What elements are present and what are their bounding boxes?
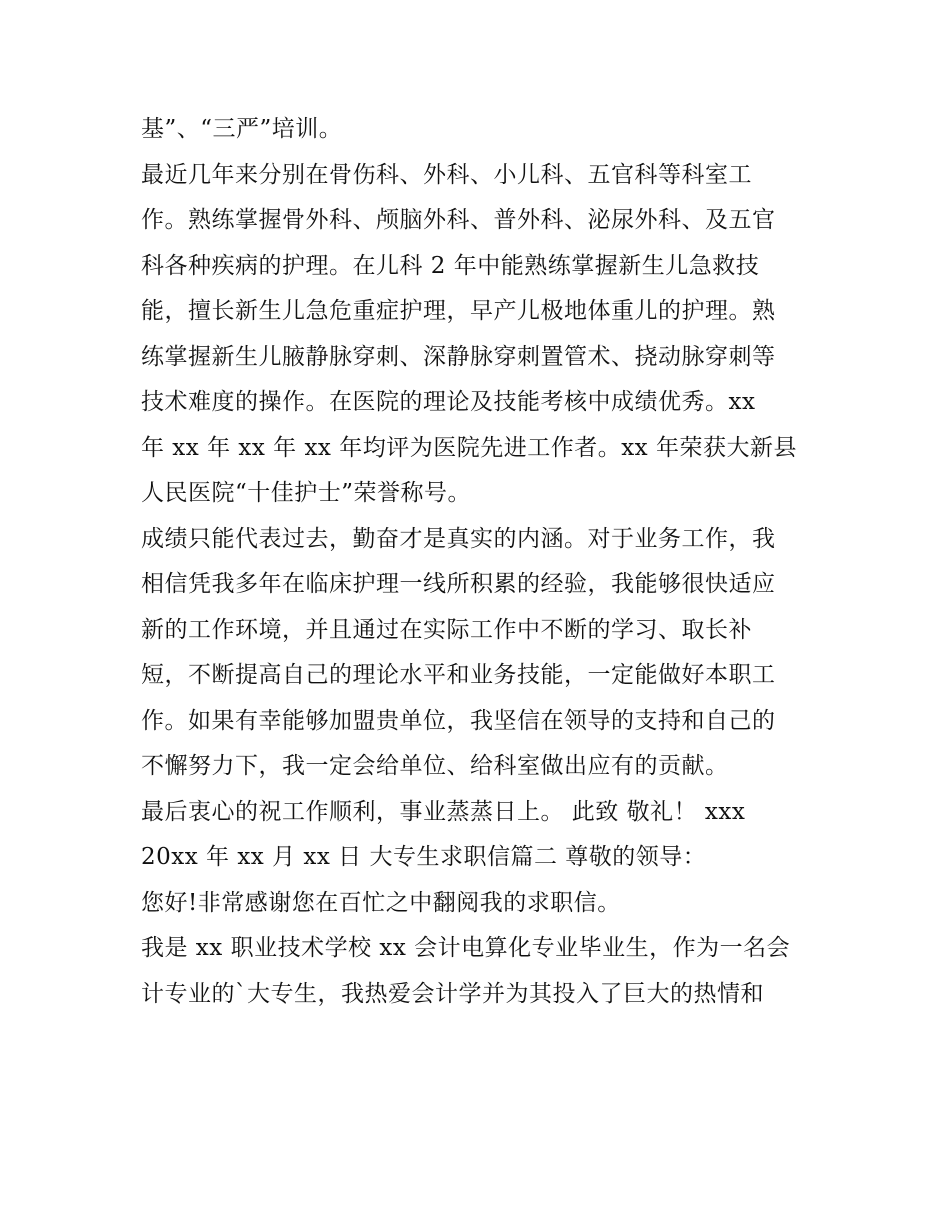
text-line: 新的工作环境，并且通过在实际工作中不断的学习、取长补 <box>141 616 752 643</box>
text-line: 能，擅长新生儿急危重症护理，早产儿极地体重儿的护理。熟 <box>141 298 776 324</box>
text-line: 您好!非常感谢您在百忙之中翻阅我的求职信。 <box>141 889 621 916</box>
document-body <box>141 110 821 1020</box>
text-line: 技术难度的操作。在医院的理论及技能考核中成绩优秀。xx <box>141 389 756 415</box>
text-line: 人民医院“十佳护士”荣誉称号。 <box>141 480 472 506</box>
text-line: 基”、“三严”培训。 <box>141 116 343 142</box>
text-line: 最近几年来分别在骨伤科、外科、小儿科、五官科等科室工 <box>141 161 752 188</box>
text-line: 短，不断提高自己的理论水平和业务技能，一定能做好本职工 <box>141 662 776 688</box>
text-line: 不懈努力下，我一定会给单位、给科室做出应有的贡献。 <box>141 753 729 779</box>
text-line: 计专业的`大专生，我热爱会计学并为其投入了巨大的热情和 <box>141 980 764 1007</box>
text-line: 作。熟练掌握骨外科、颅脑外科、普外科、泌尿外科、及五官 <box>141 207 776 233</box>
text-line: 科各种疾病的护理。在儿科 2 年中能熟练掌握新生儿急救技 <box>141 252 760 279</box>
text-line: 20xx 年 xx 月 xx 日 大专生求职信篇二 尊敬的领导： <box>141 844 707 870</box>
text-line: 练掌握新生儿腋静脉穿刺、深静脉穿刺置管术、挠动脉穿刺等 <box>141 343 776 370</box>
text-line: 年 xx 年 xx 年 xx 年均评为医院先进工作者。xx 年荣获大新县 <box>141 434 797 461</box>
text-line: 成绩只能代表过去，勤奋才是真实的内涵。对于业务工作，我 <box>141 525 776 552</box>
text-line: 相信凭我多年在临床护理一线所积累的经验，我能够很快适应 <box>141 571 776 597</box>
text-line: 最后衷心的祝工作顺利，事业蒸蒸日上。 此致 敬礼！ xxx <box>141 798 746 825</box>
text-line: 作。如果有幸能够加盟贵单位，我坚信在领导的支持和自己的 <box>141 707 776 734</box>
text-line: 我是 xx 职业技术学校 xx 会计电算化专业毕业生，作为一名会 <box>141 935 791 961</box>
